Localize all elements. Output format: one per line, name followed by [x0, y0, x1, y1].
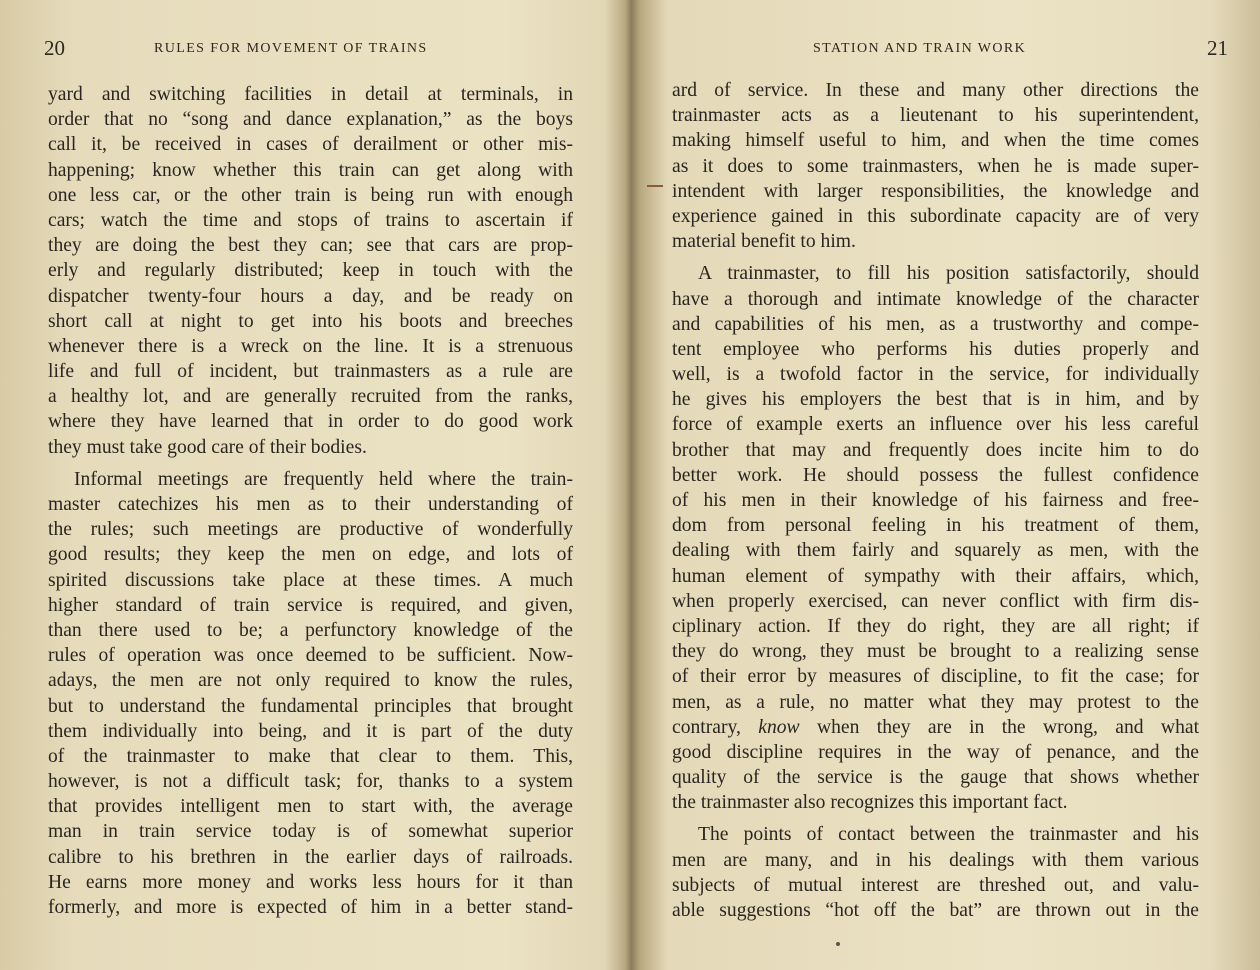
- text-line: they must take good care of their bodies.: [48, 436, 367, 458]
- text-line: A trainmaster, to fill his position satisfactorily, should: [698, 263, 1199, 285]
- text-line: where they have learned that in order to do good work: [48, 411, 573, 433]
- text-line: of the trainmaster to make that clear to them. This,: [48, 745, 573, 767]
- page-speck: [836, 942, 840, 946]
- text-line: whenever there is a wreck on the line. It is a strenuous: [48, 335, 573, 357]
- text-line: intendent with larger responsibilities, the knowledge and: [672, 180, 1199, 202]
- text-line: tent employee who performs his duties properly and: [672, 338, 1199, 360]
- text-line: master catechizes his men as to their understanding of: [48, 494, 573, 515]
- text-line: The points of contact between the trainmaster and his: [698, 824, 1199, 846]
- text-line: higher standard of train service is required, and given,: [48, 594, 573, 616]
- page-number: 21: [1207, 36, 1228, 60]
- text-line: he gives his employers the best that is in him, and by: [672, 389, 1199, 411]
- running-head: RULES FOR MOVEMENT OF TRAINS: [154, 41, 428, 56]
- text-line: good results; they keep the men on edge, and lots of: [48, 544, 573, 566]
- text-line: human element of sympathy with their affairs, which,: [672, 565, 1199, 587]
- text-line: force of example exerts an influence over his less careful: [672, 414, 1199, 436]
- text-line: however, is not a difficult task; for, thanks to a system: [48, 771, 573, 793]
- text-line: of his men in their knowledge of his fairness and free-: [672, 490, 1199, 511]
- right-page: [630, 0, 1260, 970]
- text-line: subjects of mutual interest are threshed out, and valu-: [672, 874, 1199, 896]
- text-line: adays, the men are not only required to know the rules,: [48, 670, 573, 692]
- text-line: He earns more money and works less hours for it than: [48, 871, 573, 893]
- text-line: dealing with them fairly and squarely as men, with the: [672, 540, 1199, 562]
- running-head: STATION AND TRAIN WORK: [813, 41, 1027, 56]
- text-line: calibre to his brethren in the earlier days of railroads.: [48, 846, 573, 868]
- text-line: than there used to be; a perfunctory knowledge of the: [48, 619, 573, 641]
- text-line: order that no “song and dance explanation,” as the boys: [48, 109, 573, 131]
- left-page-body: [48, 82, 573, 920]
- text-line: experience gained in this subordinate capacity are of very: [672, 205, 1199, 227]
- right-page-body: [672, 78, 1199, 923]
- text-line: yard and switching facilities in detail at terminals, in: [48, 84, 573, 105]
- text-line: of their error by measures of discipline, to fit the case; for: [672, 666, 1199, 688]
- text-line: ard of service. In these and many other directions the: [672, 80, 1199, 101]
- text-line: they are doing the best they can; see that cars are prop-: [48, 235, 573, 257]
- page-number: 20: [44, 36, 65, 60]
- text-line: well, is a twofold factor in the service, for individually: [672, 364, 1199, 386]
- text-line: them individually into being, and it is part of the duty: [48, 720, 573, 742]
- text-line: trainmaster acts as a lieutenant to his superintendent,: [672, 105, 1199, 127]
- text-line: men are many, and in his dealings with them various: [672, 849, 1199, 871]
- left-page-header: [44, 38, 574, 68]
- text-fragment: when they are in the wrong, and what: [816, 716, 1200, 738]
- text-line: dom from personal feeling in his treatment of them,: [672, 515, 1199, 537]
- paragraph: [672, 822, 1199, 923]
- text-line: Informal meetings are frequently held where the train-: [74, 468, 573, 490]
- text-line: the trainmaster also recognizes this important fact.: [672, 792, 1068, 814]
- text-line: have a thorough and intimate knowledge of the character: [672, 288, 1199, 310]
- text-line: able suggestions “hot off the bat” are thrown out in the: [672, 900, 1199, 921]
- text-line: life and full of incident, but trainmasters as a rule are: [48, 361, 573, 383]
- paragraph: [48, 82, 573, 460]
- text-line: as it does to some trainmasters, when he is made super-: [672, 155, 1199, 177]
- text-line: call it, be received in cases of derailment or other mis-: [48, 134, 573, 156]
- text-line: brother that may and frequently does incite him to do: [672, 439, 1199, 461]
- text-line: spirited discussions take place at these times. A much: [48, 569, 573, 591]
- text-fragment: contrary,: [672, 716, 741, 738]
- right-page-header: [668, 38, 1228, 68]
- text-line: the rules; such meetings are productive of wonderfully: [48, 519, 573, 541]
- text-line: that provides intelligent men to start with, the average: [48, 796, 573, 818]
- text-line: better work. He should possess the fullest confidence: [672, 464, 1199, 486]
- text-line: a healthy lot, and are generally recruited from the ranks,: [48, 386, 573, 408]
- paragraph: [672, 78, 1199, 254]
- text-line: short call at night to get into his boots and breeches: [48, 310, 573, 332]
- text-line: formerly, and more is expected of him in a better stand-: [48, 897, 573, 918]
- paragraph: [672, 261, 1199, 815]
- text-line: men, as a rule, no matter what they may protest to the: [672, 691, 1199, 713]
- text-line: and capabilities of his men, as a trustworthy and compe-: [672, 313, 1199, 335]
- text-line: dispatcher twenty-four hours a day, and be ready on: [48, 285, 573, 307]
- text-line: material benefit to him.: [672, 231, 856, 253]
- text-line: when properly exercised, can never conflict with firm dis-: [672, 590, 1199, 612]
- text-line: making himself useful to him, and when the time comes: [672, 130, 1199, 152]
- text-line: ciplinary action. If they do right, they are all right; if: [672, 615, 1199, 637]
- paragraph: [48, 467, 573, 920]
- text-line: one less car, or the other train is being run with enough: [48, 184, 573, 206]
- text-line: rules of operation was once deemed to be sufficient. Now-: [48, 645, 573, 667]
- text-line: erly and regularly distributed; keep in touch with the: [48, 260, 573, 282]
- text-line: man in train service today is of somewhat superior: [48, 821, 573, 843]
- text-line: good discipline requires in the way of penance, and the: [672, 741, 1199, 763]
- text-line: quality of the service is the gauge that shows whether: [672, 767, 1199, 789]
- text-line: happening; know whether this train can get along with: [48, 159, 573, 181]
- italic-word: know: [758, 716, 800, 738]
- text-line: they do wrong, they must be brought to a realizing sense: [672, 641, 1199, 663]
- text-line: cars; watch the time and stops of trains to ascertain if: [48, 209, 573, 231]
- text-line: but to understand the fundamental principles that brought: [48, 695, 573, 717]
- text-line: [672, 715, 1199, 740]
